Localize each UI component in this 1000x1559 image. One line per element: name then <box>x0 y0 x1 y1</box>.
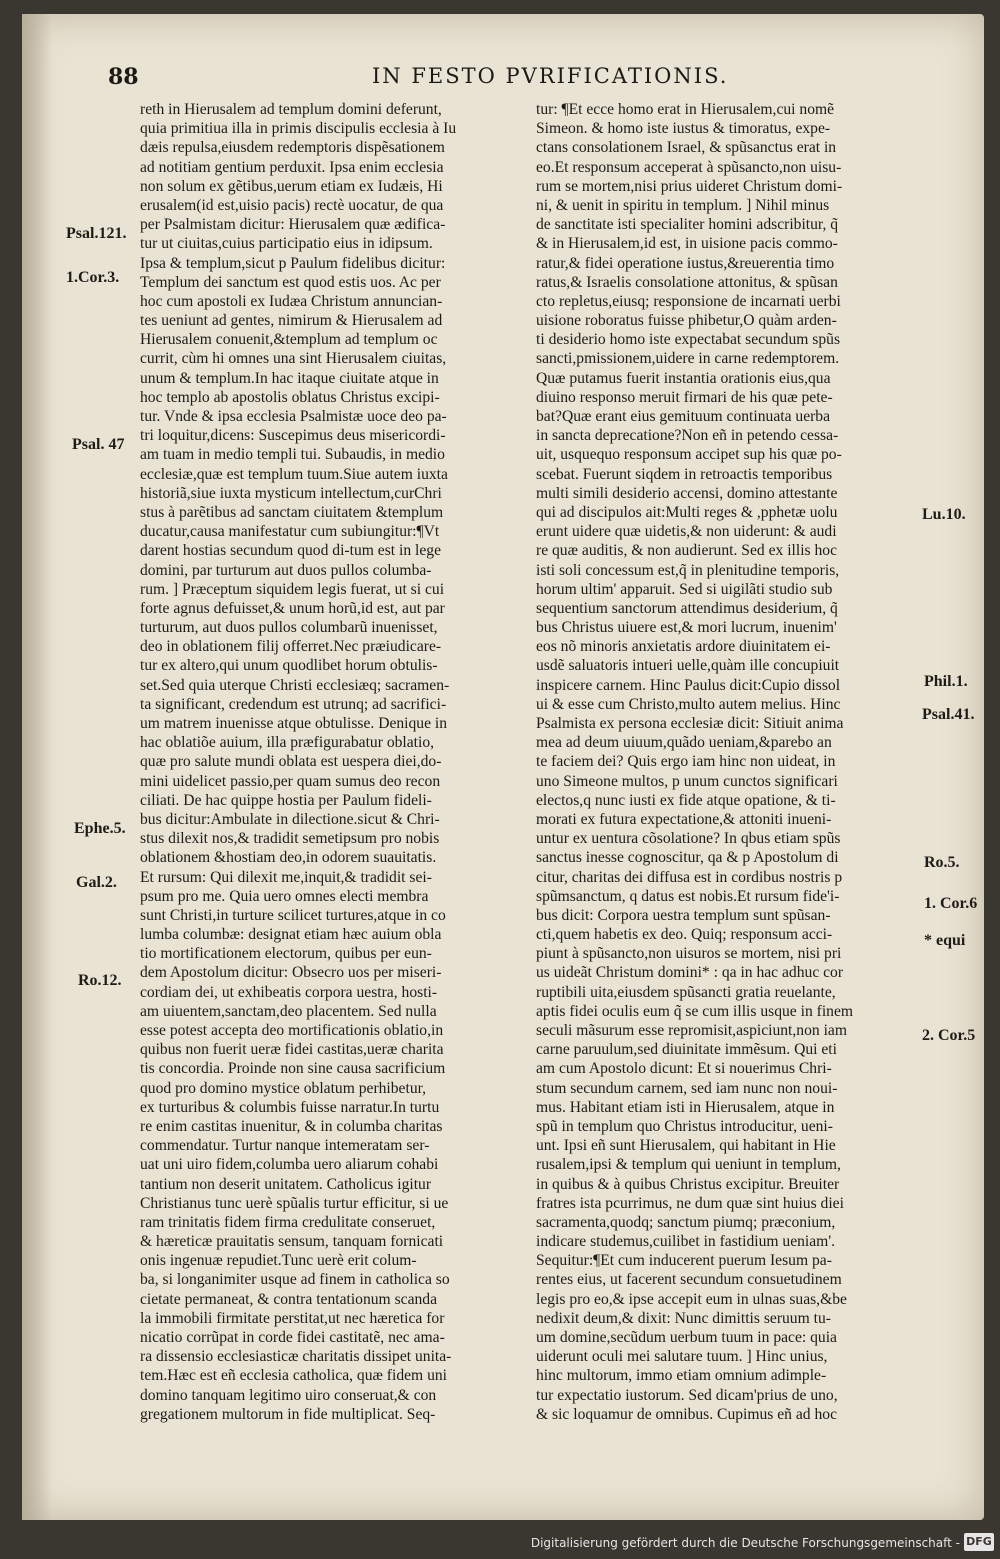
right-column-line: hinc multorum, immo etiam omnium adimple- <box>536 1367 827 1385</box>
left-column-line: ram trinitatis fidem firma credulitate conseruet, <box>140 1213 436 1231</box>
margin-note-1-cor-6: 1. Cor.6 <box>924 895 978 912</box>
book-page <box>22 14 984 1520</box>
right-column-line: stum secundum carnem, sed iam nunc non noui- <box>536 1079 838 1097</box>
left-column-line: hoc cum apostoli ex Iudæa Christum annuncian- <box>140 292 443 310</box>
right-column-line: erunt uidere quæ uidetis,& non uiderunt: & audi <box>536 523 837 541</box>
right-column-line: Psalmista ex persona ecclesiæ dicit: Sitiuit anima <box>536 715 844 732</box>
left-column-line: tem.Hæc est eñ ecclesia catholica, quæ fidem uni <box>140 1367 448 1385</box>
right-column-line: spũmsanctum, q datus est nobis.Et rursum fide'i- <box>536 887 840 905</box>
right-column-line: carne paruulum,sed diuinitate immẽsum. Qui eti <box>536 1041 837 1059</box>
left-text-column <box>140 100 536 1424</box>
margin-note-1-cor-3: 1.Cor.3. <box>66 269 120 286</box>
right-column-line: morati ex futura expectatione,& attoniti inueni- <box>536 810 832 828</box>
right-column-line: am cum Apostolo dicunt: Et si nouerimus Chri- <box>536 1060 832 1078</box>
left-column-line: tri loquitur,dicens: Suscepimus deus misericordi- <box>140 427 446 445</box>
left-column-line: am uiuentem,sanctam,deo placentem. Sed nulla <box>140 1002 437 1020</box>
right-column-line: ratur,& fidei operatione iustus,&reuerentia timo <box>536 254 835 272</box>
running-head <box>22 64 984 94</box>
left-column-line: am tuam in medio templi tui. Subaudis, in medio <box>140 446 445 464</box>
margin-note-ephe-5: Ephe.5. <box>74 820 126 837</box>
right-column-line: untur ex uentura cõsolatione? In qbus etiam spũs <box>536 830 841 848</box>
left-column-line: stus à parẽtibus ad sanctam ciuitatem &templum <box>140 503 444 521</box>
left-column-line: ta significant, credendum est utrunq; ad sacrifici- <box>140 695 447 713</box>
dfg-logo: DFG <box>964 1533 994 1551</box>
left-column-line: tur. Vnde & ipsa ecclesia Psalmistæ uoce deo pa- <box>140 408 447 425</box>
right-column-line: um domine,secũdum uerbum tuum in pace: quia <box>536 1329 837 1346</box>
left-column-line: Et rursum: Qui dilexit me,inquit,& tradidit sei- <box>140 868 432 886</box>
left-column-line: stus dilexit nos,& tradidit semetipsum pro nobis <box>140 830 440 848</box>
right-column-line: sancti,pmissionem,uidere in carne redemptorem. <box>536 350 840 368</box>
left-column-line: uat uni uiro fidem,columba uero aliarum cohabi <box>140 1156 439 1174</box>
right-column-line: mea ad deum uiuum,quãdo ueniam,&parebo an <box>536 734 832 752</box>
left-column-line: reth in Hierusalem ad templum domini deferunt, <box>140 101 442 118</box>
margin-note-psal-47: Psal. 47 <box>72 436 125 453</box>
right-column-line: eos nõ minoris anxietatis ardore diuinitatem ei- <box>536 638 831 656</box>
left-column-line: quibus non fuerit ueræ fidei castitas,ueræ charita <box>140 1041 444 1059</box>
right-column-line: multi simili desiderio accensi, domino attestante <box>536 484 838 502</box>
right-column-line: mus. Habitant etiam isti in Hierusalem, atque in <box>536 1098 835 1116</box>
right-column-line: rusalem,ipsi & templum qui ueniunt in templum, <box>536 1156 841 1174</box>
left-column-line: hac oblatiõe auium, illa præfigurabatur oblatio, <box>140 734 435 752</box>
left-column-line: ex turturibus & columbis fuisse narratur.In turtu <box>140 1098 440 1116</box>
right-column-line: uiderunt oculi mei salutare tuum. ] Hinc unius, <box>536 1348 828 1366</box>
left-column-line: tur ex altero,qui unum quodlibet horum obtulis- <box>140 657 438 675</box>
right-column-line: bat?Quæ erant eius gemituum continuata uerba <box>536 408 831 425</box>
left-column-line: quæ pro salute mundi oblata est uespera diei,do- <box>140 753 442 771</box>
margin-note-ro-5: Ro.5. <box>924 854 960 871</box>
right-column-line: ratus,& Israelis consolatione attonitus, & spũsan <box>536 273 838 291</box>
right-column-line: indicare studemus,cuilibet in fastidium ueniam'. <box>536 1233 836 1251</box>
left-column-line: dem Apostolum dicitur: Obsecro uos per miseri- <box>140 964 442 982</box>
left-column-line: ciliati. De hac quippe hostia per Paulum fideli- <box>140 791 432 809</box>
margin-note-2-cor-5: 2. Cor.5 <box>922 1027 976 1044</box>
page-number: 88 <box>108 64 139 90</box>
margin-note-lu-10: Lu.10. <box>922 506 966 523</box>
margin-note-gal-2: Gal.2. <box>76 874 117 891</box>
left-column-line: set.Sed quia uterque Christi ecclesiæq; sacramen- <box>140 676 450 694</box>
left-column-line: onis ingenuæ repudiet.Tunc uerè erit colum- <box>140 1252 417 1270</box>
left-column-line: tis concordia. Proinde non sine causa sacrificium <box>140 1060 446 1078</box>
left-column-line: Hierusalem conuenit,&templum ad templum oc <box>140 331 438 349</box>
left-column-line: sunt Christi,in turture scilicet turtures,atque in co <box>140 906 446 924</box>
right-column-line: qui ad discipulos ait:Multi reges & ,pphetæ uolu <box>536 503 838 521</box>
right-column-line: Quæ putamus fuerit instantia orationis eius,qua <box>536 369 831 387</box>
left-column-line: cordiam dei, ut exhibeatis corpora uestra, hosti- <box>140 983 438 1001</box>
left-column-line: esse potest accepta deo mortificationis oblatio,in <box>140 1022 444 1039</box>
right-column-line: re quæ auditis, & non audierunt. Sed ex illis hoc <box>536 542 838 560</box>
margin-note-psal-121: Psal.121. <box>66 225 127 242</box>
right-column-line: bus Christus uiuere est,& mori lucrum, inuenim' <box>536 619 837 637</box>
left-column-line: lumba columbæ: designat etiam hæc auium obla <box>140 926 442 944</box>
right-column-line: & sic loquamur de omnibus. Cupimus eñ ad hoc <box>536 1405 838 1423</box>
right-column-line: sequentium sanctorum attendimus desiderium, q̃ <box>536 599 838 617</box>
right-column-line: eo.Et responsum acceperat à spũsancto,non uisu- <box>536 158 842 176</box>
left-column-line: commendatur. Turtur nanque intemeratam ser- <box>140 1137 430 1155</box>
left-column-line: ecclesiæ,quæ est templum tuum.Siue autem iuxta <box>140 465 448 483</box>
right-column-line: seculi mãsurum esse repromisit,aspiciunt,non iam <box>536 1022 847 1039</box>
left-column-line: oblationem &hostiam deo,in odorem suauitatis. <box>140 849 437 867</box>
right-column-line: uisione roboratus fuisse phibetur,O quàm arden- <box>536 312 837 330</box>
left-column-line: cietate permaneat, & contra tentationum scanda <box>140 1290 438 1308</box>
right-column-line: cto repletus,eiusq; responsione de incarnati uerbi <box>536 292 841 310</box>
right-column-line: ni, & uenit in spiritu in templum. ] Nihil minus <box>536 196 830 214</box>
left-column-line: la immobili firmitate perstitat,ut nec hæretica for <box>140 1309 445 1327</box>
right-column-line: uno Simeone multos, p unum cunctos significari <box>536 772 838 790</box>
left-column-line: hoc templo ab apostolis oblatus Christus excipi- <box>140 388 440 406</box>
right-column-line: ui & esse cum Christo,multo autem melius. Hinc <box>536 695 841 713</box>
left-column-line: tur ut ciuitas,cuius participatio eius in idipsum. <box>140 235 433 253</box>
right-column-line: in quibus & à quibus Christus excipitur. Breuiter <box>536 1175 840 1193</box>
right-column-line: horum ultim' apparuit. Sed si uigilãti studio sub <box>536 580 833 598</box>
left-column-line: tantium non deserit unitatem. Catholicus igitur <box>140 1175 432 1193</box>
right-column-line: & in Hierusalem,id est, in uisione pacis commo- <box>536 235 838 253</box>
left-column-line: ba, si longanimiter usque ad finem in catholica so <box>140 1271 450 1289</box>
left-column-line: re enim castitas inuenitur, & in columba charitas <box>140 1117 443 1135</box>
left-column-line: tes ueniunt ad gentes, nimirum & Hierusalem ad <box>140 312 443 330</box>
right-column-line: nedixit deum,& dixit: Nunc dimittis seruum tu- <box>536 1309 831 1327</box>
left-column-line: turturum, aut duos pullos columbarũ inuenisset, <box>140 619 438 637</box>
right-column-line: scebat. Fuerunt siqdem in retroactis temporibus <box>536 465 833 483</box>
left-column-line: gregationem multorum in fide multiplicat. Seq- <box>140 1405 436 1423</box>
right-column-line: cti,quem habetis ex deo. Quiq; responsum acci- <box>536 926 833 944</box>
left-column-line: nicatio corrũpat in corde fidei castitatẽ, nec ama- <box>140 1329 445 1346</box>
left-column-line: currit, cùm hi omnes una sint Hierusalem ciuitas, <box>140 350 447 368</box>
right-column-line: piunt à spũsancto,non uisuros se mortem, nisi pri <box>536 945 842 963</box>
right-column-line: Simeon. & homo iste iustus & timoratus, expe- <box>536 120 831 138</box>
left-column-line: ra dissensio ecclesiasticæ charitatis dissipet unita- <box>140 1348 452 1366</box>
left-column-line: mini uidelicet passio,per quam sumus deo recon <box>140 772 441 790</box>
left-column-line: quia primitiua illa in primis discipulis ecclesia à Iu <box>140 120 457 138</box>
left-column-line: domino tanquam legitimo uiro conseruat,& con <box>140 1386 437 1404</box>
margin-note-psal-41: Psal.41. <box>922 706 975 723</box>
left-column-line: um matrem inuenisse atque obtulisse. Denique in <box>140 715 448 732</box>
right-column-line: aptis fidei oculis eum q̃ se cum illis usque in finem <box>536 1002 854 1020</box>
right-column-line: rum se mortem,nisi prius uideret Christum domi- <box>536 177 843 195</box>
left-column-line: rum. ] Præceptum siquidem legis fuerat, ut si cui <box>140 580 445 598</box>
left-column-line: darent hostias secundum quod di-tum est in lege <box>140 542 441 560</box>
right-column-line: inspicere carnem. Hinc Paulus dicit:Cupio dissol <box>536 676 841 694</box>
left-column-line: & hæreticæ prauitatis sensum, tanquam fornicati <box>140 1233 444 1251</box>
left-column-line: Templum dei sanctum est quod estis uos. Ac per <box>140 273 441 291</box>
left-column-line: dæis repulsa,eiusdem redemptoris dispẽsationem <box>140 139 445 157</box>
right-column-line: usdẽ saluatoris intueri uelle,quàm ille concupiuit <box>536 657 840 675</box>
right-column-line: legis pro eo,& ipse accepit eum in ulnas suas,&be <box>536 1290 847 1308</box>
margin-note-phil-1: Phil.1. <box>924 673 968 690</box>
right-column-line: diuino responso meruit firmari de his quæ pete- <box>536 388 833 406</box>
left-column-line: bus dicitur:Ambulate in dilectione.sicut & Chri- <box>140 810 440 828</box>
right-column-line: uit, usquequo responsum accipet sup his quæ po- <box>536 446 842 464</box>
right-column-line: de sanctitate isti specialiter homini adscribitur, q̃ <box>536 216 839 234</box>
left-column-line: deo in oblationem filij offerret.Nec præiudicare- <box>140 638 442 656</box>
right-column-line: ti desiderio homo iste expectabat secundum spũs <box>536 331 841 349</box>
footer-credit: Digitalisierung gefördert durch die Deutsche Forschungsgemeinschaft - <box>530 1536 960 1550</box>
right-column-line: isti soli concessum est,q̃ in plenitudine temporis, <box>536 561 840 579</box>
left-column-line: tio mortificationem electorum, quibus per eun- <box>140 945 432 963</box>
left-column-line: Ipsa & templum,sicut p Paulum fidelibus dicitur: <box>140 254 446 272</box>
right-column-line: bus dicit: Corpora uestra templum sunt spũsan- <box>536 906 831 924</box>
right-column-line: tur expectatio iustorum. Sed dicam'prius de uno, <box>536 1386 838 1404</box>
left-column-line: psum pro me. Quia uero omnes electi membra <box>140 887 429 905</box>
left-column-line: unum & templum.In hac itaque ciuitate atque in <box>140 369 439 387</box>
right-column-line: unt. Ipsi eñ sunt Hierusalem, qui habitant in Hie <box>536 1137 836 1155</box>
right-column-line: ruptibili uita,eiusdem spũsancti gratia reuelante, <box>536 983 836 1001</box>
left-column-line: domini, par turturum aut duos pullos columba- <box>140 561 432 579</box>
right-column-line: tur: ¶Et ecce homo erat in Hierusalem,cui nomẽ <box>536 101 835 118</box>
right-column-line: us uideãt Christum domini* : qa in hac adhuc cor <box>536 964 844 982</box>
right-column-line: rentes eius, ut facerent secundum consuetudinem <box>536 1271 842 1289</box>
right-column-line: sacramenta,quodq; sanctum piumq; præconium, <box>536 1213 836 1231</box>
right-column-line: te faciem dei? Quis ergo iam hinc non uideat, in <box>536 753 836 771</box>
margin-note-asterisk: * equi <box>924 932 966 949</box>
left-column-line: quod pro domino mystice oblatum perhibetur, <box>140 1079 427 1097</box>
left-column-line: non solum ex gẽtibus,uerum etiam ex Iudæis, Hi <box>140 177 443 195</box>
left-column-line: forte agnus defuisset,& unum horũ,id est, aut par <box>140 599 445 617</box>
page-gutter-shadow <box>22 14 52 1520</box>
right-column-line: fratres ista pcurrimus, ne dum quæ sint huius diei <box>536 1194 844 1212</box>
page-title: IN FESTO PVRIFICATIONIS. <box>372 64 729 88</box>
right-column-line: electos,q nunc iusti ex fide atque opatione, & ti- <box>536 791 836 809</box>
left-column-line: ducatur,causa manifestatur cum subiungitur:¶Vt <box>140 523 440 541</box>
left-column-line: historiã,siue iuxta mysticum intellectum,curChri <box>140 484 442 502</box>
margin-note-ro-12: Ro.12. <box>78 972 122 989</box>
right-column-line: spũ in templum quo Christus introducitur, ueni- <box>536 1117 833 1135</box>
right-text-column <box>536 100 938 1424</box>
left-column-line: per Psalmistam dicitur: Hierusalem quæ ædifica- <box>140 216 446 234</box>
right-column-line: in sancta deprecatione?Non eñ in petendo cessa- <box>536 427 839 445</box>
right-column-line: citur, charitas dei diffusa est in cordibus nostris p <box>536 868 843 886</box>
left-column-line: ad notitiam gentium perduxit. Ipsa enim ecclesia <box>140 158 444 176</box>
left-column-line: erusalem(id est,uisio pacis) rectè uocatur, de qua <box>140 196 444 214</box>
right-column-line: ctans consolationem Israel, & spũsanctus erat in <box>536 139 837 157</box>
right-column-line: Sequitur:¶Et cum inducerent puerum Iesum pa- <box>536 1252 832 1270</box>
left-column-line: Christianus tunc uerè spũalis turtur efficitur, si ue <box>140 1194 449 1212</box>
footer-bar <box>0 1520 1000 1559</box>
right-column-line: sanctus inesse cognoscitur, qa & p Apostolum di <box>536 849 839 867</box>
